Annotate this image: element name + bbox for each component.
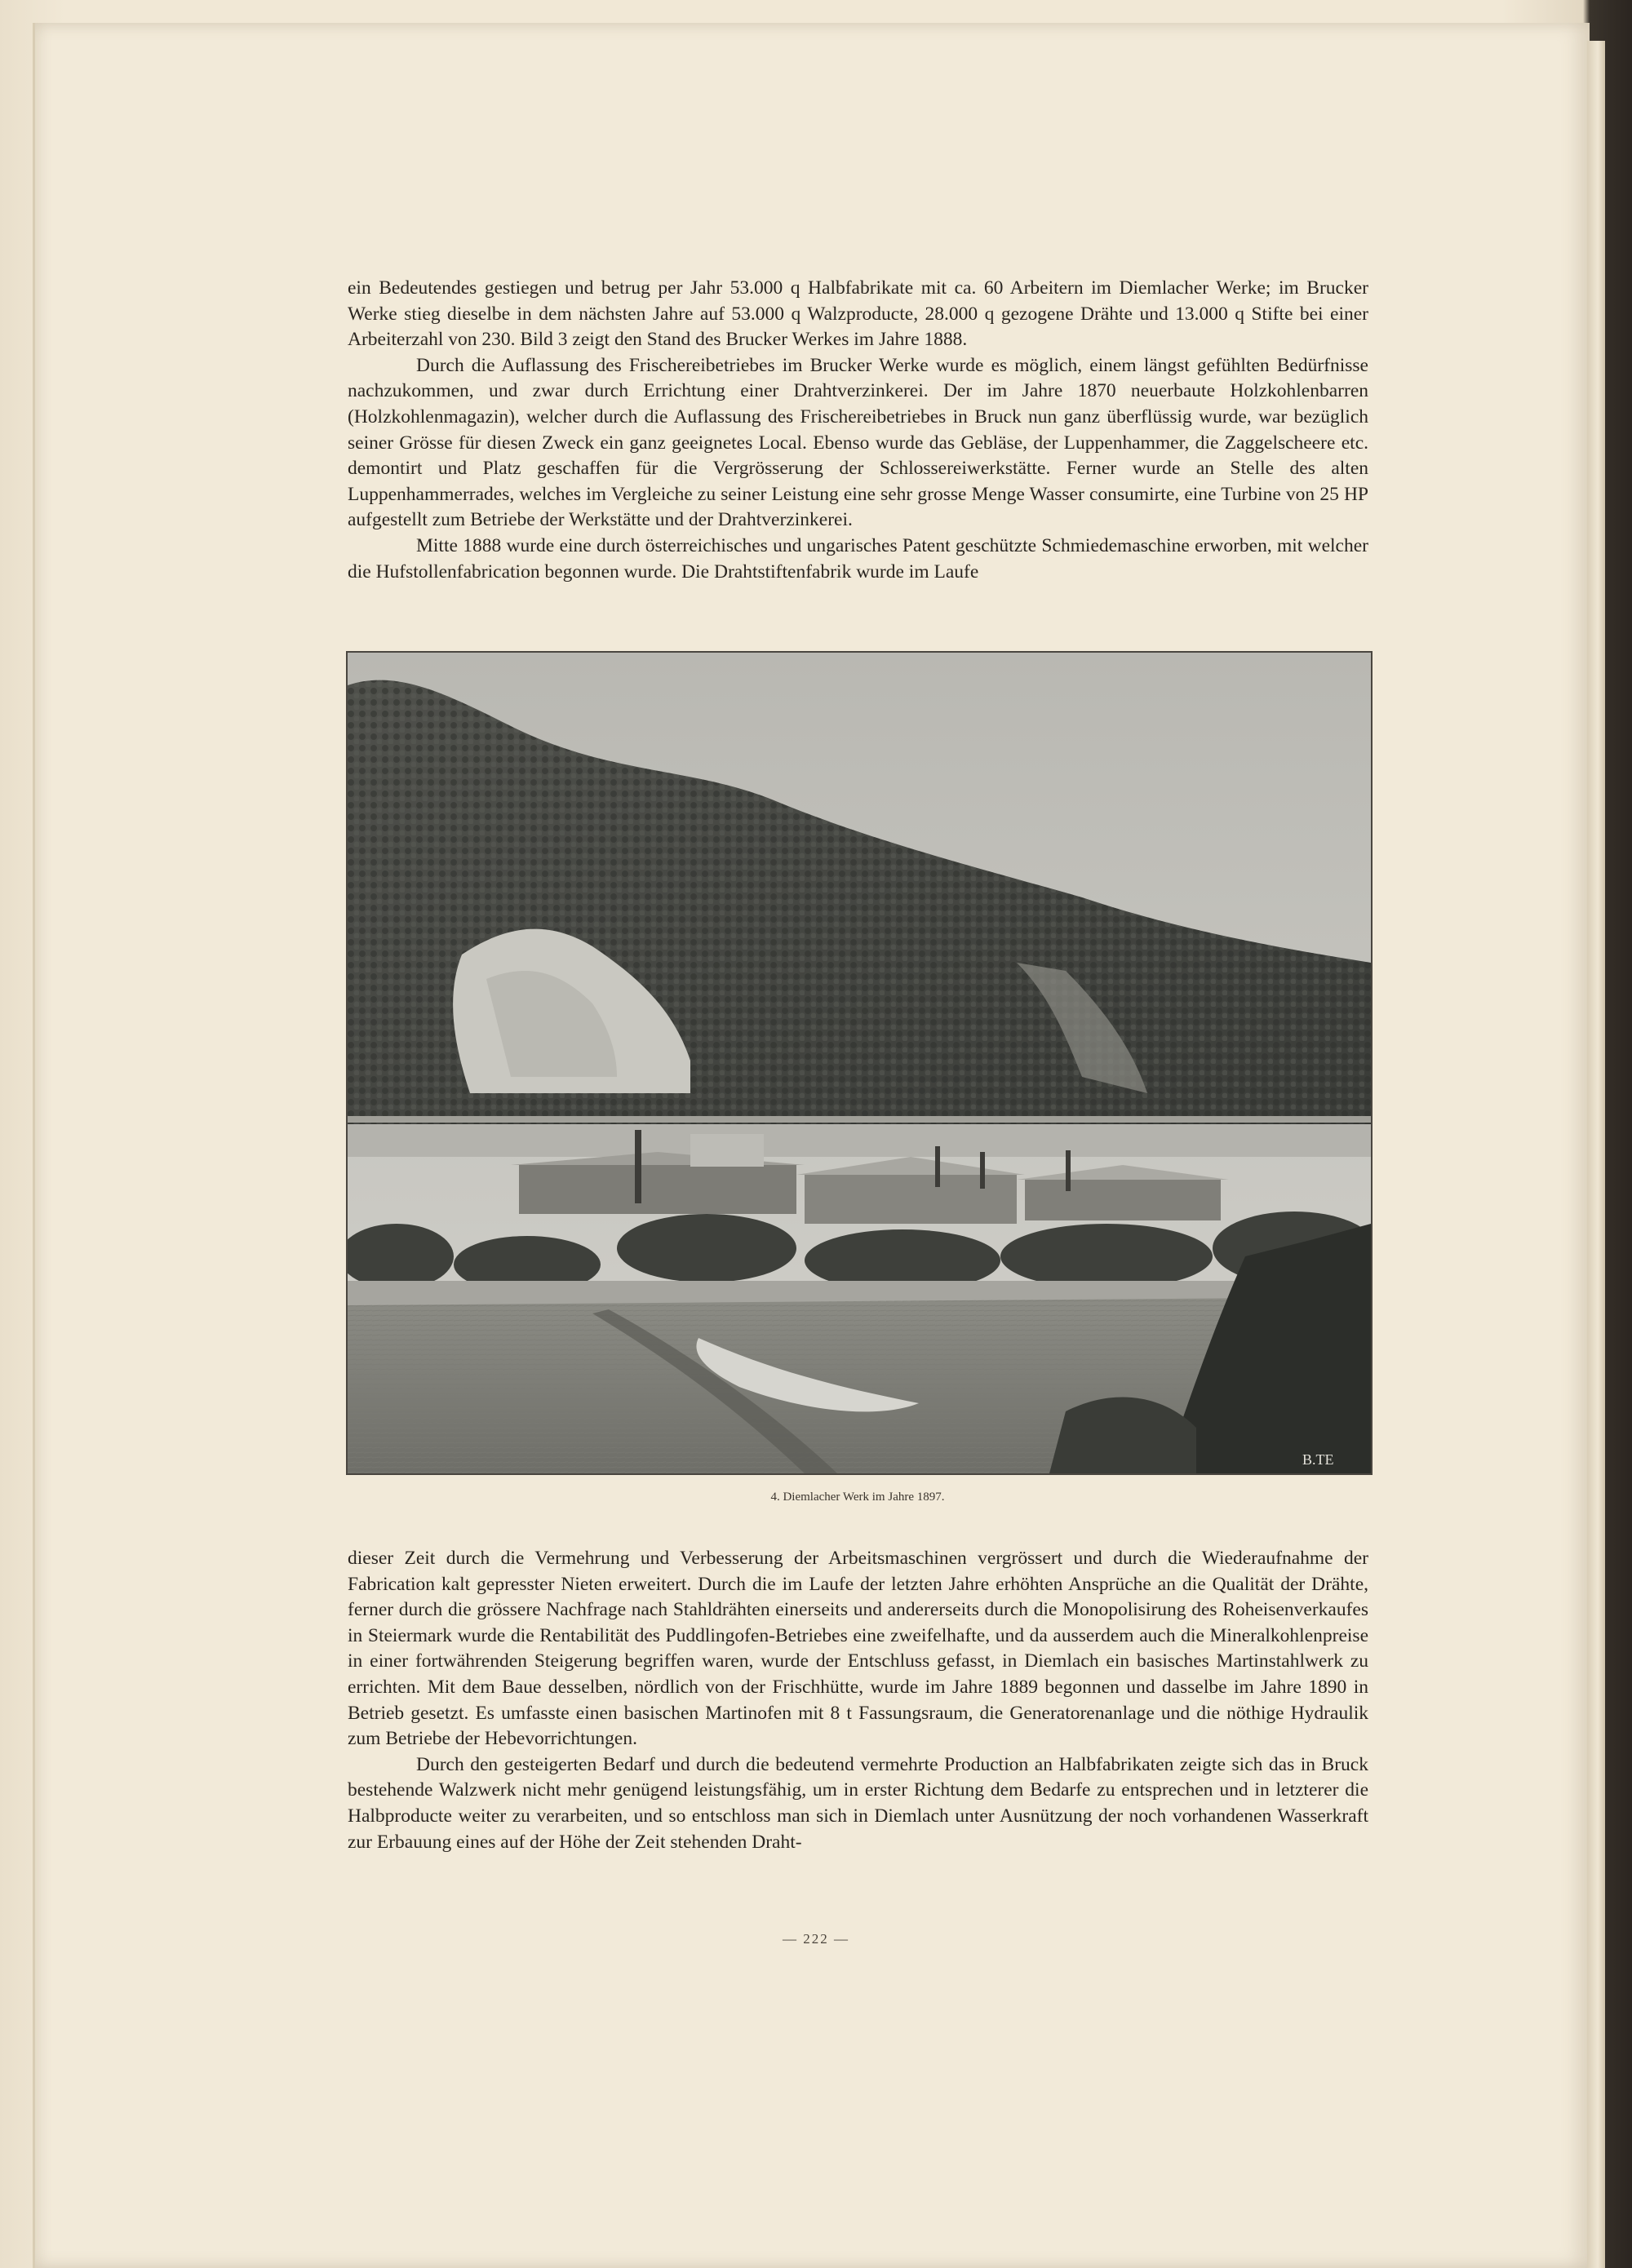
figure-caption: 4. Diemlacher Werk im Jahre 1897.	[770, 1491, 945, 1504]
page-number: — 222 —	[783, 1931, 849, 1947]
factory-photograph	[346, 651, 1373, 1475]
body-text-top	[348, 276, 1368, 585]
paragraph: Durch den gesteigerten Bedarf und durch die bedeutend vermehrte Production an Halbfabrikaten zeigte sich das in Bruck bestehende Walzwerk nicht mehr genügend leistungsfähig, um in erster Richtung dem Bedarfe zu entsprechen und in letzterer die Halbproducte weiter zu verarbeiten, und so entschloss man sich in Diemlach unter Ausnützung der noch vorhandenen Wasserkraft zur Erbauung eines auf der Höhe der Zeit stehenden Draht-	[348, 1753, 1368, 1853]
paragraph: Mitte 1888 wurde eine durch österreichisches und ungarisches Patent geschützte Schmiedemaschine erworben, mit welcher die Hufstollenfabrication begonnen wurde. Die Drahtstiftenfabrik wurde im Laufe	[348, 534, 1368, 583]
paragraph: dieser Zeit durch die Vermehrung und Verbesserung der Arbeitsmaschinen vergrössert und durch die Wiederaufnahme der Fabrication kalt gepresster Nieten erweitert. Durch die im Laufe der letzten Jahre erhöhten Ansprüche an die Qualität der Drähte, ferner durch die grössere Nachfrage nach Stahldrähten einerseits und andererseits durch die Monopolisirung des Roheisenverkaufes in Steiermark wurde die Rentabilität des Puddlingofen-Betriebes eine zweifelhafte, und da ausserdem auch die Mineralkohlenpreise in einer fortwährenden Steigerung begriffen waren, wurde der Entschluss gefasst, in Diemlach ein basisches Martinstahlwerk zu errichten. Mit dem Baue desselben, nördlich von der Frischhütte, wurde im Jahre 1889 begonnen und dasselbe im Jahre 1890 in Betrieb gesetzt. Es umfasste einen basischen Martinofen mit 8 t Fassungsraum, die Generatorenanlage und die nöthige Hydraulik zum Betriebe der Hebevorrichtungen.	[348, 1548, 1368, 1750]
paragraph: Durch die Auflassung des Frischereibetriebes im Brucker Werke wurde es möglich, einem längst gefühlten Bedürfnisse nachzukommen, und zwar durch Errichtung einer Drahtverzinkerei. Der im Jahre 1870 neuerbaute Holzkohlenbarren (Holzkohlenmagazin), welcher durch die Auflassung des Frischereibetriebes in Bruck nun ganz überflüssig wurde, war bezüglich seiner Grösse für diesen Zweck ein ganz geeignetes Local. Ebenso wurde das Gebläse, der Luppenhammer, die Zaggelscheere etc. demontirt und Platz geschaffen für die Vergrösserung der Schlossereiwerkstätte. Ferner wurde an Stelle des alten Luppenhammerrades, welches im Vergleiche zu seiner Leistung eine sehr grosse Menge Wasser consumirte, eine Turbine von 25 HP aufgestellt zum Betriebe der Werkstätte und der Drahtverzinkerei.	[348, 354, 1368, 531]
paragraph: ein Bedeutendes gestiegen und betrug per Jahr 53.000 q Halbfabrikate mit ca. 60 Arbeitern im Diemlacher Werke; im Brucker Werke stieg dieselbe in dem nächsten Jahre auf 53.000 q Walzproducte, 28.000 q gezogene Drähte und 13.000 q Stifte bei einer Arbeiterzahl von 230. Bild 3 zeigt den Stand des Brucker Werkes im Jahre 1888.	[348, 277, 1368, 351]
photo-signature: B.TE	[1302, 1451, 1334, 1468]
body-text-bottom	[348, 1546, 1368, 1855]
